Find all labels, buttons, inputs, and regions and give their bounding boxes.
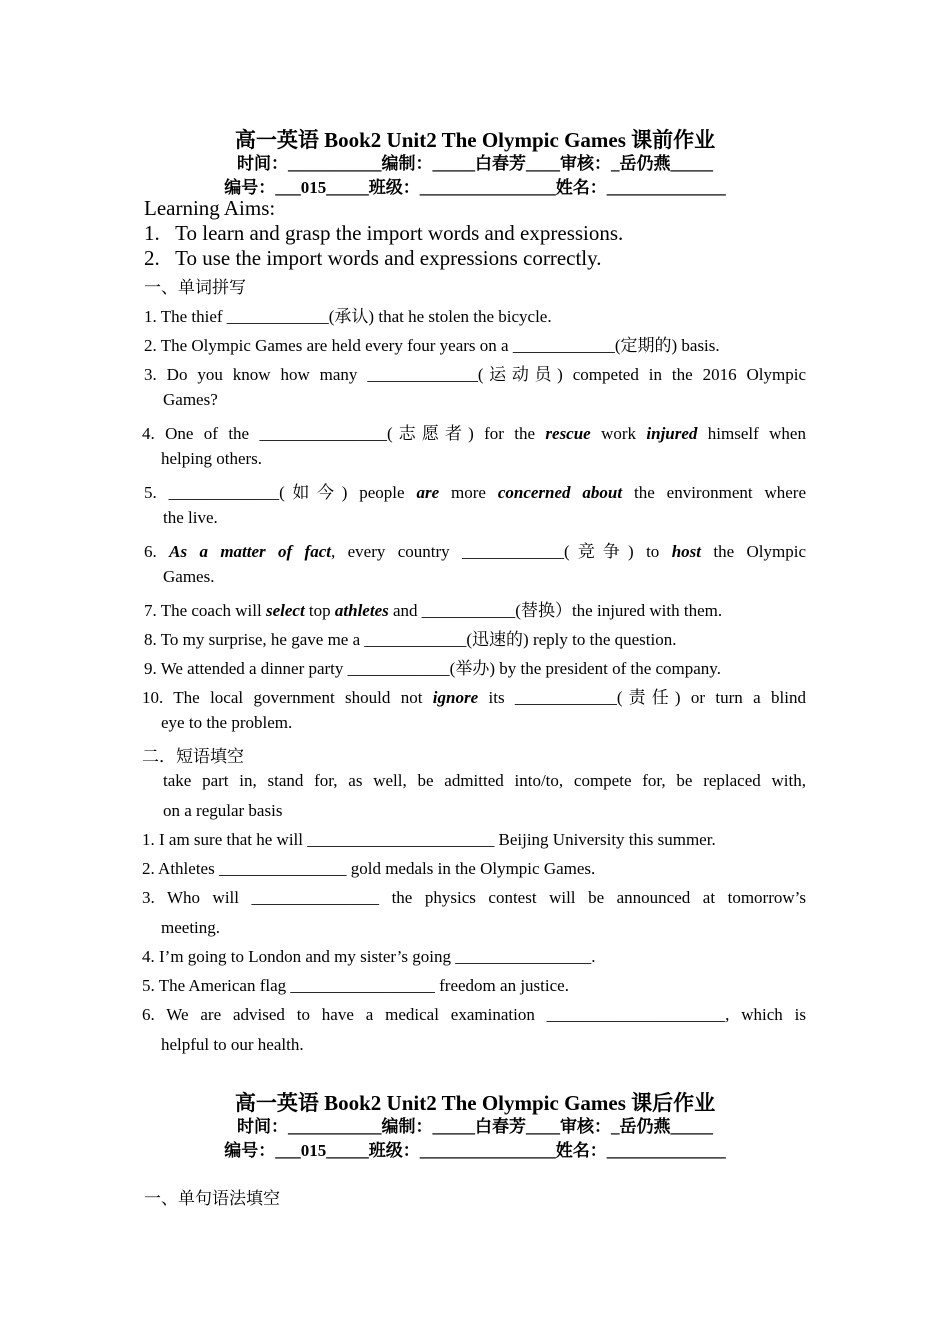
question-3-cont: Games? bbox=[163, 390, 218, 409]
number-value: ___015_____ bbox=[275, 178, 369, 197]
class-label: 班级： bbox=[368, 1141, 420, 1160]
q4-text-b: work bbox=[590, 424, 647, 443]
phrase-question-3: 3. Who will _______________ the physics contest will be announced at tomorrow’s bbox=[142, 888, 806, 907]
editor-label: 编制： bbox=[381, 154, 433, 173]
question-1: 1. The thief ____________(承认) that he stolen the bicycle. bbox=[144, 307, 552, 326]
question-6 bbox=[144, 537, 806, 562]
q4-keyword-injured: injured bbox=[646, 424, 698, 443]
section-word-spelling-heading: 一、单词拼写 bbox=[144, 278, 246, 297]
learning-aim-2: 2. To use the import words and expressions correctly. bbox=[144, 246, 602, 270]
q6-text-a: 6. bbox=[144, 542, 170, 561]
time-label: 时间： bbox=[237, 1117, 288, 1136]
time-value: ___________ bbox=[288, 154, 382, 173]
question-3: 3. Do you know how many _____________(运动员) competed in the 2016 Olympic bbox=[144, 365, 806, 384]
q5-text-b: more bbox=[439, 483, 498, 502]
class-value: ________________ bbox=[419, 1141, 556, 1160]
q6-keyword-phrase: As a matter of fact bbox=[169, 542, 331, 561]
question-8: 8. To my surprise, he gave me a ____________(迅速的) reply to the question. bbox=[144, 630, 677, 649]
reviewer-label: 审核： bbox=[560, 154, 611, 173]
phrase-question-6-cont: helpful to our health. bbox=[161, 1035, 304, 1054]
phrase-question-5: 5. The American flag _________________ freedom an justice. bbox=[142, 976, 569, 995]
q7-text-c: and ___________(替换）the injured with them. bbox=[388, 601, 723, 620]
q7-text-b: top bbox=[304, 601, 335, 620]
question-6-cont: Games. bbox=[163, 567, 215, 586]
section-grammar-fill-heading: 一、单句语法填空 bbox=[144, 1189, 280, 1208]
phrase-question-6: 6. We are advised to have a medical examination _____________________, which is bbox=[142, 1005, 806, 1024]
question-4 bbox=[142, 419, 806, 444]
q6-keyword-host: host bbox=[671, 542, 701, 561]
q7-keyword-select: select bbox=[265, 601, 305, 620]
editor-value: _____白春芳____ bbox=[432, 1117, 560, 1136]
phrase-bank: take part in, stand for, as well, be admitted into/to, compete for, be replaced with, bbox=[163, 771, 806, 790]
name-label: 姓名： bbox=[555, 178, 607, 197]
name-value: ______________ bbox=[606, 178, 726, 197]
time-label: 时间： bbox=[237, 154, 288, 173]
question-9: 9. We attended a dinner party ____________(举办) by the president of the company. bbox=[144, 659, 721, 678]
number-label: 编号： bbox=[224, 1141, 276, 1160]
number-label: 编号： bbox=[224, 178, 276, 197]
q4-keyword-rescue: rescue bbox=[545, 424, 591, 443]
q5-text-c: the environment where bbox=[622, 483, 807, 502]
editor-label: 编制： bbox=[381, 1117, 433, 1136]
question-2: 2. The Olympic Games are held every four years on a ____________(定期的) basis. bbox=[144, 336, 720, 355]
q10-text-a: 10. The local government should not bbox=[142, 688, 433, 707]
question-7 bbox=[144, 596, 722, 621]
learning-aims-heading: Learning Aims: bbox=[144, 196, 276, 220]
reviewer-value: _岳仍燕_____ bbox=[611, 154, 713, 173]
q5-keyword-concerned-about: concerned about bbox=[497, 483, 623, 502]
editor-value: _____白春芳____ bbox=[432, 154, 560, 173]
name-value: ______________ bbox=[606, 1141, 726, 1160]
name-label: 姓名： bbox=[555, 1141, 607, 1160]
q5-text-a: 5. _____________(如今) people bbox=[144, 483, 417, 502]
phrase-question-2: 2. Athletes _______________ gold medals in the Olympic Games. bbox=[142, 859, 596, 878]
learning-aim-1: 1. To learn and grasp the import words and expressions. bbox=[144, 221, 624, 245]
post-meta-row-1 bbox=[0, 1112, 950, 1137]
q5-keyword-are: are bbox=[416, 483, 440, 502]
class-value: ________________ bbox=[419, 178, 556, 197]
q10-text-b: its ____________(责任) or turn a blind bbox=[478, 688, 806, 707]
question-5 bbox=[144, 478, 806, 503]
question-10-cont: eye to the problem. bbox=[161, 713, 293, 732]
phrase-question-1: 1. I am sure that he will ______________________ Beijing University this summer. bbox=[142, 830, 716, 849]
question-10 bbox=[142, 683, 806, 708]
q4-text-a: 4. One of the _______________(志愿者) for the bbox=[142, 424, 546, 443]
number-value: ___015_____ bbox=[275, 1141, 369, 1160]
post-class-title: 高一英语 Book2 Unit2 The Olympic Games 课后作业 bbox=[234, 1091, 716, 1115]
question-4-cont: helping others. bbox=[161, 449, 263, 468]
pre-class-title: 高一英语 Book2 Unit2 The Olympic Games 课前作业 bbox=[234, 128, 716, 152]
class-label: 班级： bbox=[368, 178, 420, 197]
phrase-bank-cont: on a regular basis bbox=[163, 801, 283, 820]
phrase-question-4: 4. I’m going to London and my sister’s going ________________. bbox=[142, 947, 596, 966]
post-meta-row-2 bbox=[0, 1136, 950, 1161]
q6-text-c: the Olympic bbox=[700, 542, 806, 561]
question-5-cont: the live. bbox=[163, 508, 218, 527]
q10-keyword-ignore: ignore bbox=[432, 688, 479, 707]
pre-meta-row-2 bbox=[0, 173, 950, 198]
section-phrase-fill-heading: 二．短语填空 bbox=[142, 747, 244, 766]
pre-meta-row-1 bbox=[0, 149, 950, 174]
phrase-question-3-cont: meeting. bbox=[161, 918, 221, 937]
time-value: ___________ bbox=[288, 1117, 382, 1136]
reviewer-value: _岳仍燕_____ bbox=[611, 1117, 713, 1136]
reviewer-label: 审核： bbox=[560, 1117, 611, 1136]
q7-text-a: 7. The coach will bbox=[144, 601, 266, 620]
q7-keyword-athletes: athletes bbox=[334, 601, 389, 620]
q6-text-b: , every country ____________(竞争) to bbox=[330, 542, 672, 561]
q4-text-c: himself when bbox=[697, 424, 806, 443]
